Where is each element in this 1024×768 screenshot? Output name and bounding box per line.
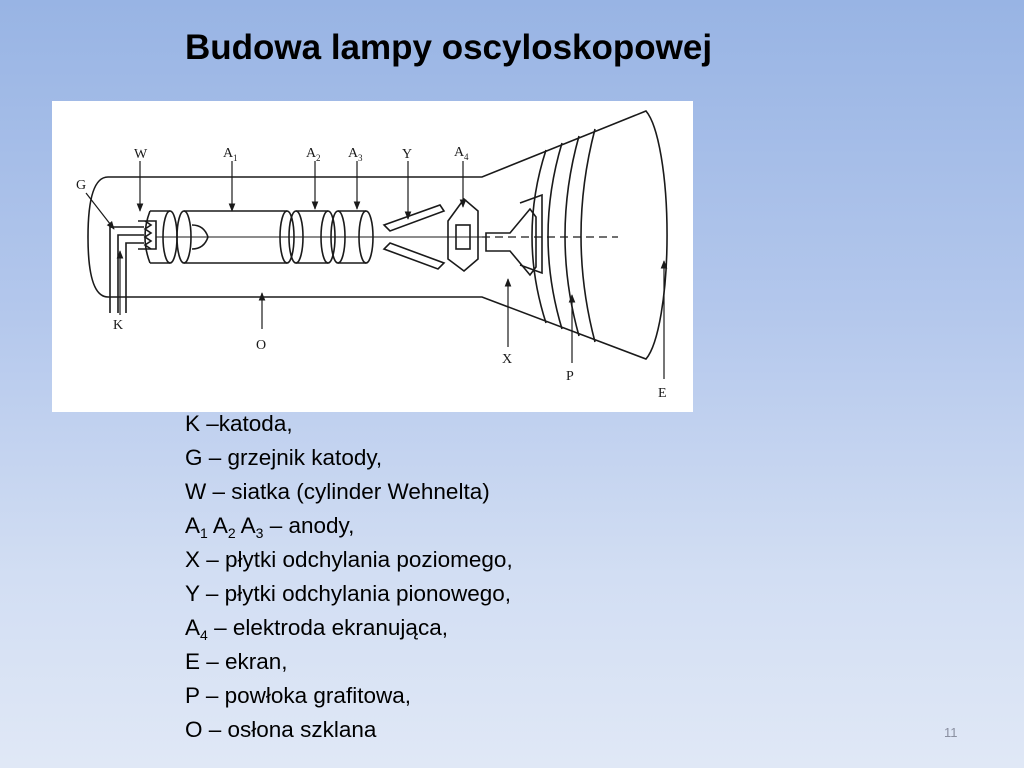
slide-title: Budowa lampy oscyloskopowej bbox=[185, 28, 713, 67]
anode-letter-3: A bbox=[240, 513, 256, 538]
legend-item-a4 bbox=[185, 611, 513, 645]
heater-lead-outer bbox=[110, 227, 144, 313]
glass-envelope bbox=[88, 111, 667, 359]
heater-lead-inner bbox=[126, 243, 144, 313]
a4-sub: 4 bbox=[200, 627, 208, 643]
label-a1-sub: 1 bbox=[233, 153, 238, 163]
y-plate-bottom bbox=[384, 243, 444, 269]
crt-diagram-svg bbox=[52, 101, 693, 412]
label-a3: A bbox=[348, 146, 359, 161]
a4-letter: A bbox=[185, 615, 201, 640]
legend-item-y: Y – płytki odchylania pionowego, bbox=[185, 581, 512, 606]
legend-item-g: G – grzejnik katody, bbox=[185, 445, 383, 470]
anode-sub-1: 1 bbox=[200, 525, 208, 541]
label-a3-sub: 3 bbox=[358, 153, 363, 163]
anode-sub-2: 2 bbox=[227, 525, 236, 541]
label-a4-sub: 4 bbox=[464, 152, 469, 162]
page-number: 11 bbox=[944, 725, 958, 740]
legend-item-w: W – siatka (cylinder Wehnelta) bbox=[185, 479, 490, 504]
label-a2: A bbox=[306, 146, 317, 161]
anode-letter-1: A bbox=[185, 513, 201, 538]
label-a2-sub: 2 bbox=[316, 153, 321, 163]
arrow-g bbox=[86, 193, 114, 229]
legend-item-k: K –katoda, bbox=[185, 411, 293, 436]
label-e: E bbox=[658, 386, 667, 401]
legend-item-anodes bbox=[185, 509, 513, 543]
graphite-coating-band-2 bbox=[548, 143, 562, 329]
screening-electrode-a4 bbox=[448, 199, 478, 271]
x-plates bbox=[486, 209, 536, 275]
crt-diagram bbox=[52, 101, 693, 412]
label-a1: A bbox=[223, 146, 234, 161]
label-w: W bbox=[134, 147, 148, 162]
legend-item-e: E – ekran, bbox=[185, 649, 288, 674]
legend-item-o: O – osłona szklana bbox=[185, 717, 377, 742]
anode-sub-3: 3 bbox=[255, 525, 264, 541]
anode-letter-2: A bbox=[212, 513, 228, 538]
legend bbox=[185, 407, 513, 747]
heater-lead-middle bbox=[118, 235, 144, 313]
graphite-coating-band-4 bbox=[581, 129, 595, 342]
a4-tail: – elektroda ekranująca, bbox=[207, 615, 448, 640]
label-k: K bbox=[113, 318, 124, 333]
label-a4: A bbox=[454, 145, 465, 160]
y-plate-top bbox=[384, 205, 444, 231]
anode-tail: – anody, bbox=[263, 513, 355, 538]
label-g: G bbox=[76, 178, 87, 193]
legend-item-p: P – powłoka grafitowa, bbox=[185, 683, 411, 708]
label-p: P bbox=[566, 369, 574, 384]
label-x: X bbox=[502, 352, 513, 367]
label-o: O bbox=[256, 338, 267, 353]
legend-item-x: X – płytki odchylania poziomego, bbox=[185, 547, 513, 572]
label-y: Y bbox=[402, 147, 413, 162]
